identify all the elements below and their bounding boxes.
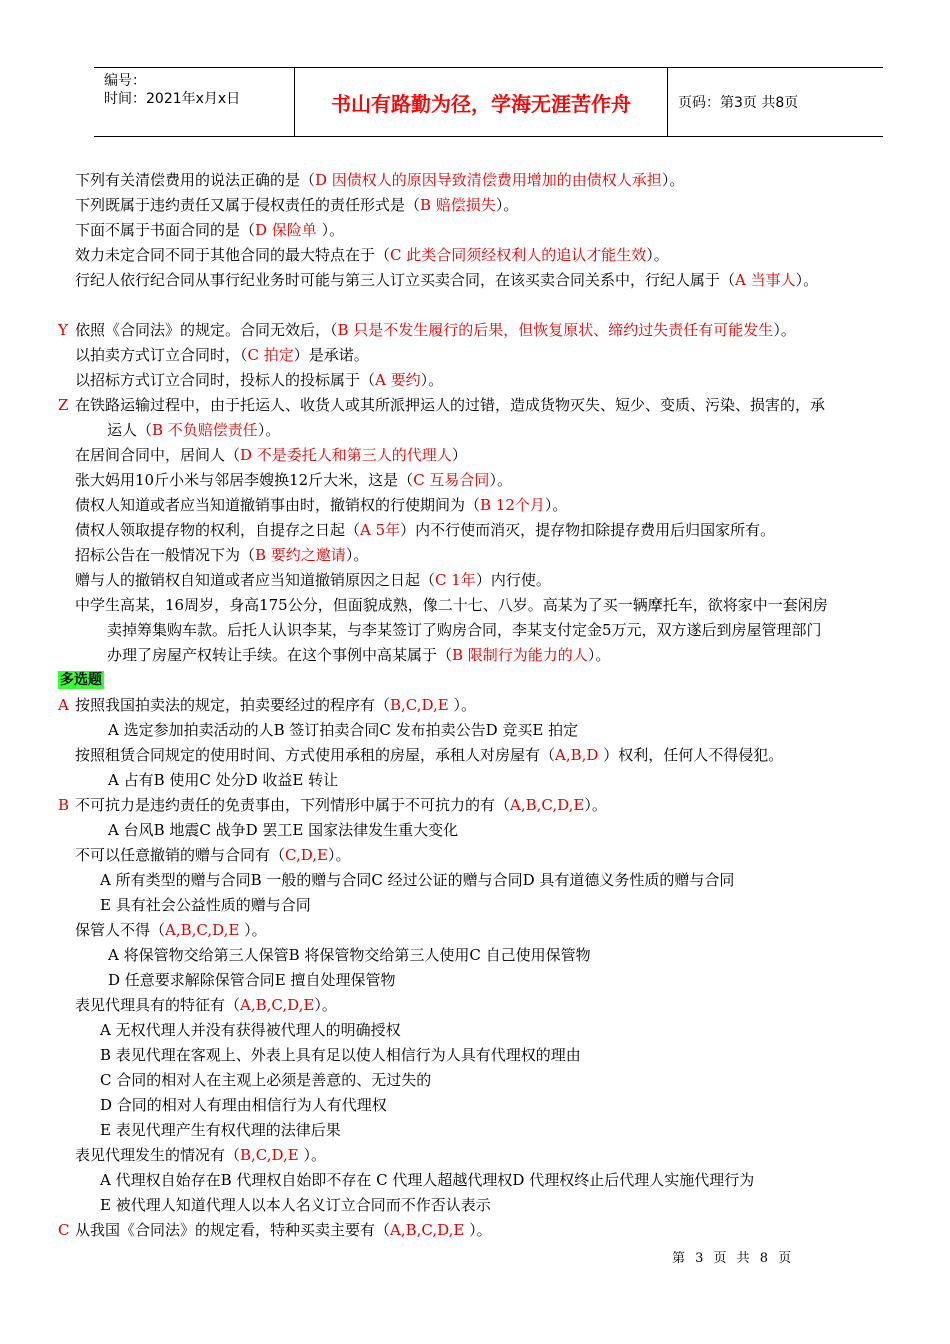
question-continuation: [75, 618, 918, 643]
question-line: [0, 1143, 950, 1168]
question-stem: 运人（: [107, 421, 153, 439]
question-stem: 按照租赁合同规定的使用时间、方式使用承租的房屋，承租人对房屋有（: [75, 746, 556, 764]
option-text: E 表见代理产生有权代理的法律后果: [100, 1121, 341, 1139]
question-stem: 债权人知道或者应当知道撤销事由时，撤销权的行使期间为（: [75, 496, 481, 514]
answer-text: C 互易合同: [413, 471, 490, 489]
question-end: ）。: [646, 246, 669, 264]
option-line: [0, 718, 950, 743]
question-line: [0, 493, 950, 518]
question-end: ）。: [661, 171, 685, 189]
question-line: [0, 568, 950, 593]
question-line: [0, 243, 950, 268]
question-end: ）是承诺。: [293, 346, 369, 364]
option-line: [0, 1018, 950, 1043]
answer-text: B 限制行为能力的人: [452, 646, 588, 664]
answer-text: C 拍定: [247, 346, 294, 364]
question-line: [0, 1218, 950, 1243]
option-text: A 所有类型的赠与合同B 一般的赠与合同C 经过公证的赠与合同D 具有道德义务性质的赠与合同: [100, 871, 735, 889]
option-line: [0, 1068, 950, 1093]
answer-text: C 1年: [435, 571, 476, 589]
doc-code-label: 编号：: [104, 73, 146, 89]
question-text: [75, 568, 918, 593]
question-stem: 表见代理具有的特征有（: [75, 996, 241, 1014]
question-line: [0, 793, 950, 818]
answer-text: A 当事人: [735, 271, 796, 289]
question-text: [75, 393, 918, 443]
question-text: [75, 243, 918, 268]
page-footer: 第 3 页 共 8 页: [672, 1251, 795, 1266]
question-text: [75, 193, 918, 218]
question-line: [0, 193, 950, 218]
question-stem: 招标公告在一般情况下为（: [75, 546, 256, 564]
answer-text: A 5年: [360, 521, 401, 539]
question-end: ）。: [316, 221, 345, 239]
question-end: ）。: [448, 696, 477, 714]
question-line: [0, 393, 950, 443]
question-text: [75, 368, 918, 393]
question-line: [0, 318, 950, 343]
question-text: [75, 168, 918, 193]
question-text: [75, 1218, 918, 1243]
option-line: [0, 1118, 950, 1143]
question-line: [0, 693, 950, 718]
question-end: ）。: [464, 1221, 492, 1239]
answer-text: B 12个月: [480, 496, 545, 514]
question-stem: 从我国《合同法》的规定看，特种买卖主要有（: [75, 1221, 391, 1239]
question-stem: 不可以任意撤销的赠与合同有（: [75, 846, 286, 864]
question-marker: Y: [58, 321, 68, 339]
question-end: ）。: [795, 271, 819, 289]
question-text: [75, 843, 918, 868]
question-end: ）。: [587, 646, 611, 664]
option-line: [0, 893, 950, 918]
option-text: C 合同的相对人在主观上必须是善意的、无过失的: [100, 1071, 432, 1089]
question-stem: 依照《合同法》的规定。合同无效后，（: [75, 321, 338, 339]
option-text: A 台风B 地震C 战争D 罢工E 国家法律发生重大变化: [108, 821, 459, 839]
answer-text: B 只是不发生履行的后果，但恢复原状、缔约过失责任有可能发生: [337, 321, 774, 339]
question-text: [75, 543, 918, 568]
option-text: A 代理权自始存在B 代理权自始即不存在 C 代理人超越代理权D 代理权终止后代理人实施代理行为: [100, 1171, 755, 1189]
question-end: ）。: [298, 1146, 327, 1164]
question-end: ）。: [420, 371, 444, 389]
answer-text: C,D,E: [285, 846, 328, 864]
question-end: ）。: [495, 196, 519, 214]
question-line: [0, 443, 950, 468]
option-text: D 合同的相对人有理由相信行为人有代理权: [100, 1096, 387, 1114]
answer-text: D 保险单: [255, 221, 317, 239]
question-stem: 赠与人的撤销权自知道或者应当知道撤销原因之日起（: [75, 571, 436, 589]
question-stem: 在居间合同中，居间人（: [75, 446, 241, 464]
option-line: [0, 1093, 950, 1118]
answer-text: A,B,C,D,E: [165, 921, 240, 939]
option-line: [0, 868, 950, 893]
question-end: ）。: [257, 421, 281, 439]
question-text: [75, 593, 918, 668]
answer-text: D 不是委托人和第三人的代理人: [240, 446, 452, 464]
question-stem: 以招标方式订立合同时，投标人的投标属于（: [75, 371, 376, 389]
question-continuation: [75, 418, 918, 443]
option-text: E 被代理人知道代理人以本人名义订立合同而不作否认表示: [100, 1196, 491, 1214]
question-stem: 办理了房屋产权转让手续。在这个事例中高某属于（: [107, 646, 453, 664]
answer-text: A,B,D: [555, 746, 599, 764]
question-text: [75, 693, 918, 718]
option-line: [0, 1193, 950, 1218]
answer-text: A,B,C,D,E: [390, 1221, 465, 1239]
option-text: A 无权代理人并没有获得被代理人的明确授权: [100, 1021, 401, 1039]
answer-text: C 此类合同须经权利人的追认才能生效: [390, 246, 647, 264]
question-line: [0, 268, 950, 293]
question-stem: 表见代理发生的情况有（: [75, 1146, 241, 1164]
question-text: [75, 1143, 918, 1168]
question-line: [0, 168, 950, 193]
option-text: E 具有社会公益性质的赠与合同: [100, 896, 311, 914]
header-motto: 书山有路勤为径，学海无涯苦作舟: [295, 68, 668, 136]
option-line: [0, 768, 950, 793]
option-text: A 选定参加拍卖活动的人B 签订拍卖合同C 发布拍卖公告D 竞买E 拍定: [108, 721, 579, 739]
header-meta: [94, 68, 295, 136]
question-text: [75, 993, 918, 1018]
question-marker: A: [58, 696, 69, 714]
question-continuation: [75, 643, 918, 668]
question-line: [0, 593, 950, 668]
question-end: ）。: [327, 846, 351, 864]
question-end: ）。: [239, 921, 267, 939]
question-text: [75, 268, 918, 293]
question-end: ）内行使。: [475, 571, 551, 589]
question-line: [0, 343, 950, 368]
question-stem: 中学生高某，16周岁，身高175公分，但面貌成熟，像二十七、八岁。高某为了买一辆摩托车，欲将家中一套闲房: [75, 596, 828, 614]
answer-text: D 因债权人的原因导致清偿费用增加的由债权人承担: [315, 171, 662, 189]
answer-text: B,C,D,E: [390, 696, 449, 714]
question-stem: 张大妈用10斤小米与邻居李嫂换12斤大米，这是（: [75, 471, 414, 489]
option-line: [0, 1043, 950, 1068]
question-line: [0, 993, 950, 1018]
option-line: [0, 1168, 950, 1193]
question-stem: 按照我国拍卖法的规定，拍卖要经过的程序有（: [75, 696, 391, 714]
question-text: [75, 218, 918, 243]
section-title: 多选题: [60, 672, 102, 688]
question-end: ）。: [773, 321, 796, 339]
question-end: ）权利，任何人不得侵犯。: [598, 746, 784, 764]
question-text: [75, 318, 918, 343]
question-stem: 以拍卖方式订立合同时，（: [75, 346, 248, 364]
question-text: [75, 743, 918, 768]
answer-text: B 赔偿损失: [420, 196, 496, 214]
question-line: [0, 468, 950, 493]
question-stem: 卖掉筹集购车款。后托人认识李某，与李某签订了购房合同，李某支付定金5万元，双方遂后到房屋管理部门: [107, 621, 822, 639]
question-marker: C: [58, 1221, 70, 1239]
question-end: ）: [451, 446, 467, 464]
option-line: [0, 943, 950, 968]
question-stem: 效力未定合同不同于其他合同的最大特点在于（: [75, 246, 391, 264]
answer-text: A,B,C,D,E: [510, 796, 585, 814]
question-end: ）。: [489, 471, 512, 489]
question-end: ）。: [544, 496, 568, 514]
question-end: ）。: [584, 796, 607, 814]
doc-time-label: 时间：2021年x月x日: [104, 91, 241, 107]
page-header: [94, 67, 883, 137]
answer-text: B,C,D,E: [240, 1146, 299, 1164]
question-stem: 下面不属于书面合同的是（: [75, 221, 256, 239]
question-line: [0, 368, 950, 393]
question-text: [75, 443, 918, 468]
question-line: [0, 668, 950, 693]
question-marker: Z: [58, 396, 69, 414]
question-line: [0, 843, 950, 868]
option-text: A 占有B 使用C 处分D 收益E 转让: [108, 771, 339, 789]
option-line: [0, 968, 950, 993]
question-line: [0, 218, 950, 243]
question-text: [75, 518, 918, 543]
question-stem: 行纪人依行纪合同从事行纪业务时可能与第三人订立买卖合同，在该买卖合同关系中，行纪人属于（: [75, 271, 736, 289]
question-line: [0, 743, 950, 768]
question-text: [75, 493, 918, 518]
question-text: [75, 343, 918, 368]
option-text: D 任意要求解除保管合同E 擅自处理保管物: [108, 971, 396, 989]
answer-text: A,B,C,D,E: [240, 996, 315, 1014]
question-end: ）。: [345, 546, 369, 564]
question-line: [0, 918, 950, 943]
question-text: [75, 793, 918, 818]
question-line: [0, 543, 950, 568]
option-text: A 将保管物交给第三人保管B 将保管物交给第三人使用C 自己使用保管物: [108, 946, 591, 964]
question-end: ）内不行使而消灭，提存物扣除提存费用后归国家所有。: [400, 521, 776, 539]
question-stem: 债权人领取提存物的权利，自提存之日起（: [75, 521, 361, 539]
option-text: B 表见代理在客观上、外表上具有足以使人相信行为人具有代理权的理由: [100, 1046, 581, 1064]
question-end: ）。: [314, 996, 337, 1014]
question-stem: 在铁路运输过程中，由于托运人、收货人或其所派押运人的过错，造成货物灭失、短少、变质、污染、损害的，承: [75, 396, 826, 414]
question-text: [75, 468, 918, 493]
question-marker: B: [58, 796, 70, 814]
answer-text: B 要约之邀请: [255, 546, 346, 564]
question-stem: 下列既属于违约责任又属于侵权责任的责任形式是（: [75, 196, 421, 214]
question-stem: 不可抗力是违约责任的免责事由，下列情形中属于不可抗力的有（: [75, 796, 511, 814]
question-line: [0, 293, 950, 318]
question-list: [0, 168, 950, 1243]
question-line: [0, 518, 950, 543]
answer-text: A 要约: [375, 371, 421, 389]
option-line: [0, 818, 950, 843]
header-page-number: 页码：第3页 共8页: [678, 95, 799, 111]
question-text: [75, 918, 918, 943]
question-stem: 保管人不得（: [75, 921, 166, 939]
question-stem: 下列有关清偿费用的说法正确的是（: [75, 171, 316, 189]
answer-text: B 不负赔偿责任: [152, 421, 258, 439]
